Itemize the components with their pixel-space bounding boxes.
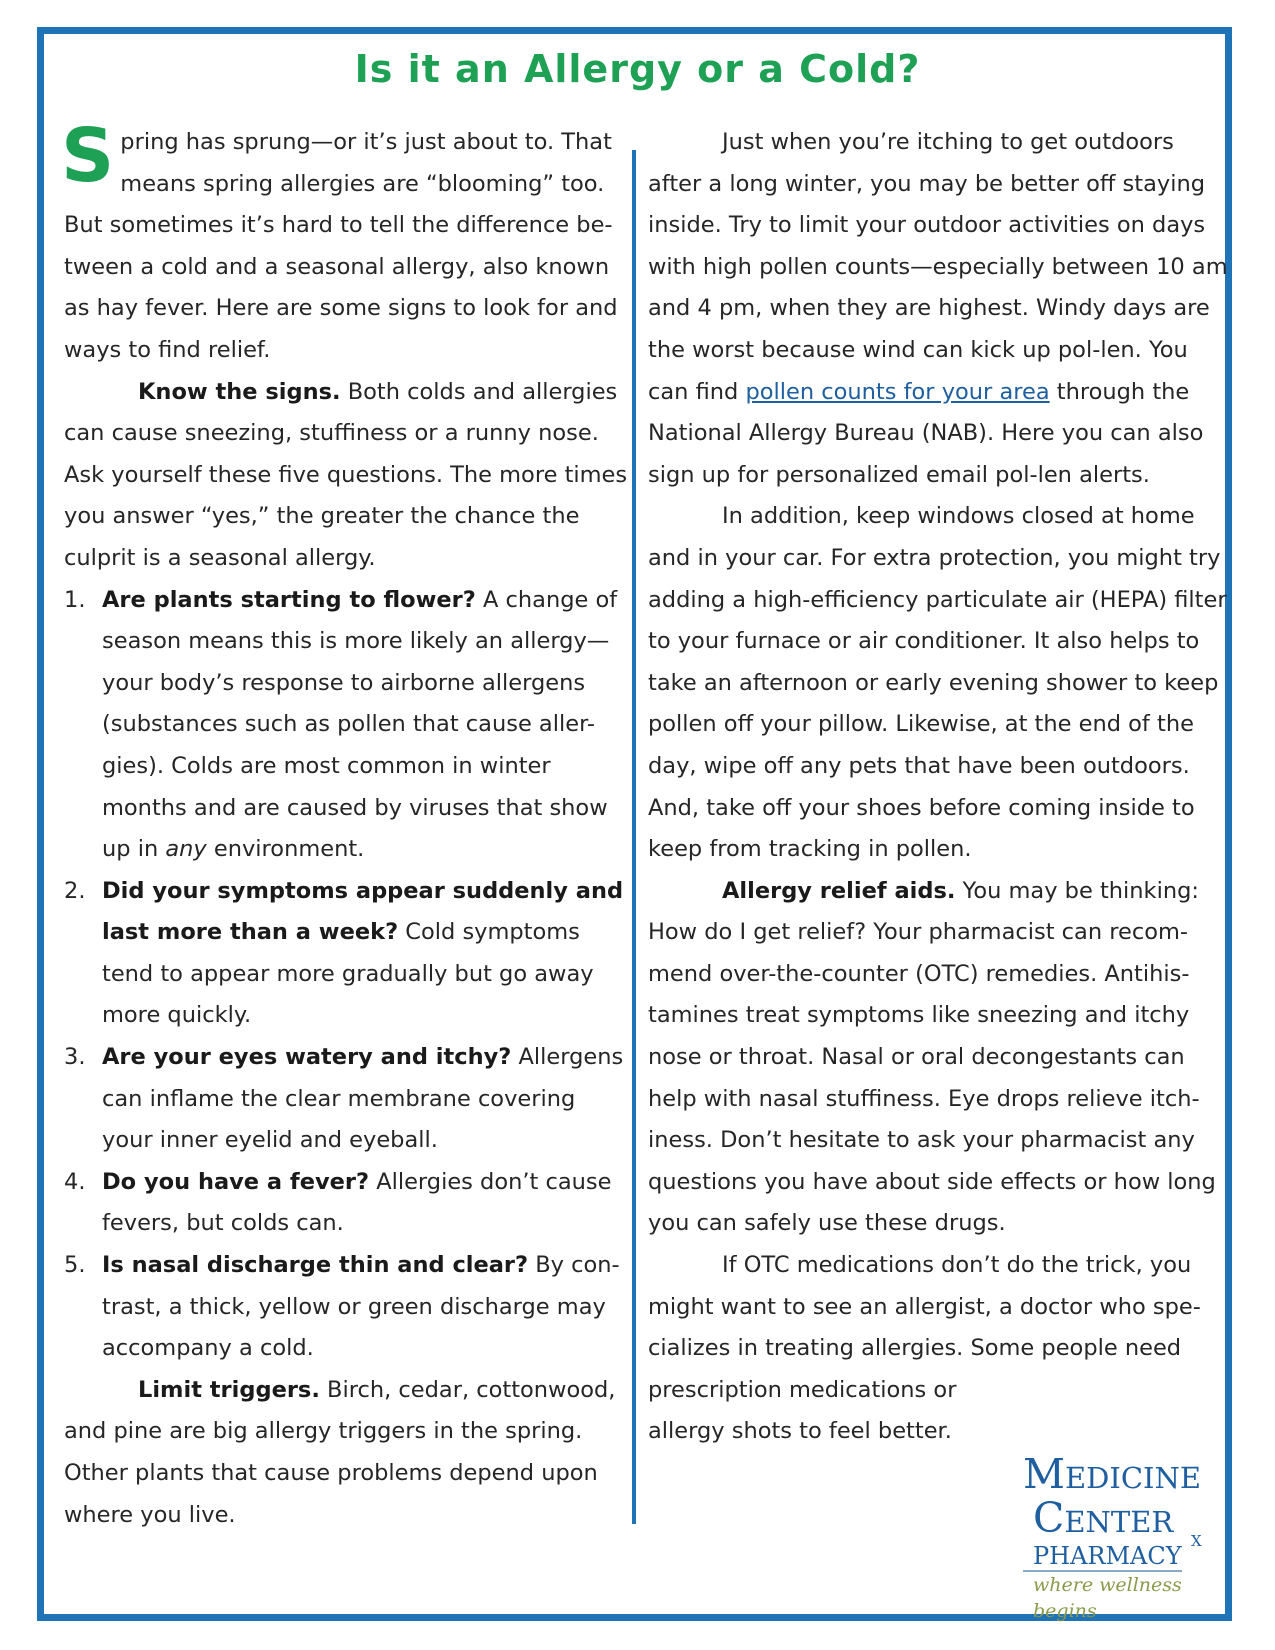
logo-tagline: where wellness begins	[1033, 1574, 1182, 1622]
column-divider	[632, 150, 636, 1524]
list-number: 1.	[64, 586, 86, 613]
questions-list	[64, 580, 632, 1370]
relief-heading: Allergy relief aids.	[722, 877, 956, 904]
outdoors-text-end: through the National Allergy Bureau (NAB). Here you can also sign up for personalized email pol-len alerts.	[648, 378, 1204, 488]
question-answer-end: environment.	[206, 836, 365, 863]
question-heading: Are your eyes watery and itchy?	[102, 1044, 512, 1071]
logo-rx-mark: x	[1191, 1527, 1202, 1552]
allergist-line-3: allergy shots to feel better.	[648, 1418, 952, 1445]
intro-paragraph	[61, 113, 632, 372]
list-number: 3.	[64, 1044, 86, 1071]
question-answer: Cold symptoms tend to appear more gradually but go away more quickly.	[102, 919, 594, 1029]
question-heading: Did your symptoms appear suddenly and last more than a week?	[102, 877, 624, 946]
question-heading: Is nasal discharge thin and clear?	[102, 1252, 529, 1279]
question-answer: A change of season means this is more likely an allergy—your body’s response to airborne allergens (substances such as pollen that cause aller-gies). Colds are most common in winter months and are caused by viruses that show up in	[102, 586, 618, 863]
question-answer: By con-trast, a thick, yellow or green discharge may accompany a cold.	[102, 1252, 620, 1362]
signs-paragraph	[64, 372, 632, 580]
list-item	[64, 1037, 632, 1162]
relief-text: You may be thinking: How do I get relief? Your pharmacist can recom-mend over-the-counter (OTC) remedies. Antihis-tamines treat symptoms like sneezing and itchy nose or throat. Nasal or oral decongestants can help with nasal stuffiness. Eye drops relieve itch-iness. Don’t hesitate to ask your pharmacist any questions you have about side effects or how long you can safely use these drugs.	[648, 877, 1216, 1237]
question-emphasis: any	[165, 836, 207, 863]
list-number: 2.	[64, 877, 86, 904]
left-column	[61, 113, 632, 1536]
list-item	[64, 1162, 632, 1245]
signs-heading: Know the signs.	[138, 378, 341, 405]
signs-text: Both colds and allergies can cause sneezing, stuffiness or a runny nose. Ask yourself these five questions. The more times you answer “yes,” the greater the chance the culprit is a seasonal allergy.	[64, 378, 628, 571]
question-answer: Allergies don’t cause fevers, but colds can.	[102, 1168, 612, 1237]
question-heading: Are plants starting to flower?	[102, 586, 476, 613]
drop-cap: S	[61, 113, 115, 199]
pharmacy-logo	[1023, 1452, 1223, 1624]
question-answer: Allergens can inflame the clear membrane covering your inner eyelid and eyeball.	[102, 1044, 624, 1154]
relief-paragraph	[648, 871, 1228, 1245]
question-heading: Do you have a fever?	[102, 1168, 370, 1195]
logo-center	[1023, 1494, 1223, 1552]
right-column	[648, 122, 1228, 1453]
allergist-line-2: prescription medications or	[648, 1376, 957, 1403]
allergist-text: If OTC medications don’t do the trick, you might want to see an allergist, a doctor who spe-cializes in treating allergies. Some people need	[648, 1252, 1201, 1362]
intro-text: pring has sprung—or it’s just about to. That means spring allergies are “blooming” too. But sometimes it’s hard to tell the difference be-tween a cold and a seasonal allergy, also known as hay fever. Here are some signs to look for and ways to find relief.	[64, 129, 618, 363]
home-paragraph: In addition, keep windows closed at home and in your car. For extra protection, you might try adding a high-efficiency particulate air (HEPA) filter to your furnace or air conditioner. It also helps to take an afternoon or early evening shower to keep pollen off your pillow. Likewise, at the end of the day, wipe off any pets that have been outdoors. And, take off your shoes before coming inside to keep from tracking in pollen.	[648, 503, 1227, 863]
page-title: Is it an Allergy or a Cold?	[354, 47, 921, 91]
logo-center-text: Center	[1033, 1494, 1174, 1542]
allergist-paragraph	[648, 1245, 1228, 1370]
pollen-counts-link[interactable]: pollen counts for your area	[745, 378, 1050, 405]
triggers-heading: Limit triggers.	[138, 1376, 320, 1403]
list-item	[64, 580, 632, 871]
logo-medicine: Medicine	[1023, 1450, 1202, 1498]
triggers-text: Birch, cedar, cottonwood, and pine are big allergy triggers in the spring. Other plants that cause problems depend upon where you live.	[64, 1376, 616, 1528]
list-number: 4.	[64, 1168, 86, 1195]
logo-pharmacy: PHARMACY	[1023, 1542, 1182, 1572]
outdoors-paragraph	[648, 122, 1228, 496]
outdoors-text: Just when you’re itching to get outdoors after a long winter, you may be better off staying inside. Try to limit your outdoor activities on days with high pollen counts—especially between 10 am and 4 pm, when they are highest. Windy days are the worst because wind can kick up pol-len. You can find	[648, 129, 1228, 405]
list-item	[64, 871, 632, 1037]
list-item	[64, 1245, 632, 1370]
triggers-paragraph	[64, 1370, 632, 1536]
list-number: 5.	[64, 1252, 86, 1279]
